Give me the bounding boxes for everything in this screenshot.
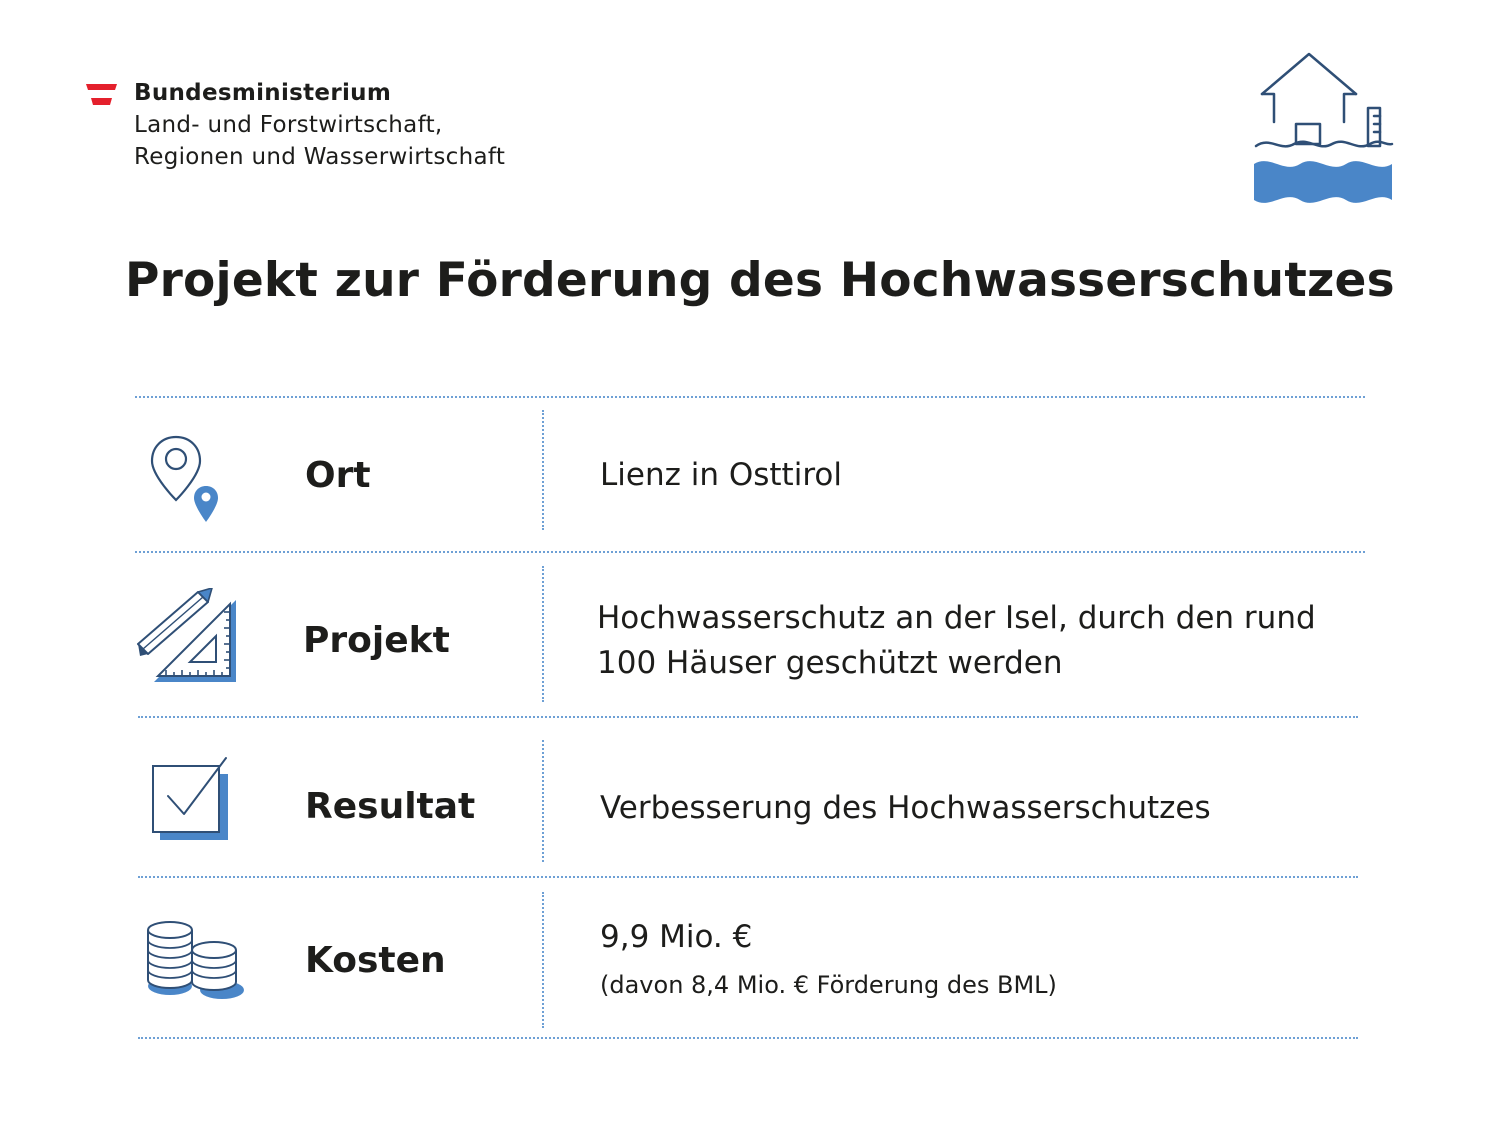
column-divider-4: [542, 892, 544, 1028]
row-value-ort: Lienz in Osttirol: [600, 457, 842, 493]
flooded-house-icon: [1250, 50, 1396, 206]
drafting-tools-icon: [134, 588, 238, 684]
table-divider-bottom: [138, 1037, 1358, 1039]
austrian-flag-icon: [86, 84, 117, 105]
table-divider-3: [138, 876, 1358, 878]
table-divider-top: [135, 396, 1365, 398]
ministry-name-line1: Bundesministerium: [134, 80, 392, 106]
ministry-name-line3: Regionen und Wasserwirtschaft: [134, 144, 506, 170]
row-value-projekt-line1: Hochwasserschutz an der Isel, durch den rund: [597, 600, 1316, 636]
row-value-resultat: Verbesserung des Hochwasserschutzes: [600, 790, 1211, 826]
table-divider-1: [135, 551, 1365, 553]
ministry-name-line2: Land- und Forstwirtschaft,: [134, 112, 443, 138]
row-label-projekt: Projekt: [303, 620, 450, 661]
row-label-kosten: Kosten: [305, 940, 446, 981]
column-divider-3: [542, 740, 544, 862]
column-divider-2: [542, 566, 544, 702]
checkbox-icon: [150, 756, 230, 842]
row-subvalue-kosten: (davon 8,4 Mio. € Förderung des BML): [600, 971, 1057, 999]
row-label-resultat: Resultat: [305, 786, 476, 827]
row-value-kosten: 9,9 Mio. €: [600, 919, 753, 955]
coins-icon: [144, 920, 248, 1000]
row-value-projekt-line2: 100 Häuser geschützt werden: [597, 645, 1063, 681]
table-divider-2: [138, 716, 1358, 718]
column-divider-1: [542, 410, 544, 530]
row-label-ort: Ort: [305, 455, 371, 496]
page-title: Projekt zur Förderung des Hochwasserschutzes: [125, 253, 1395, 308]
location-pin-icon: [148, 434, 228, 524]
